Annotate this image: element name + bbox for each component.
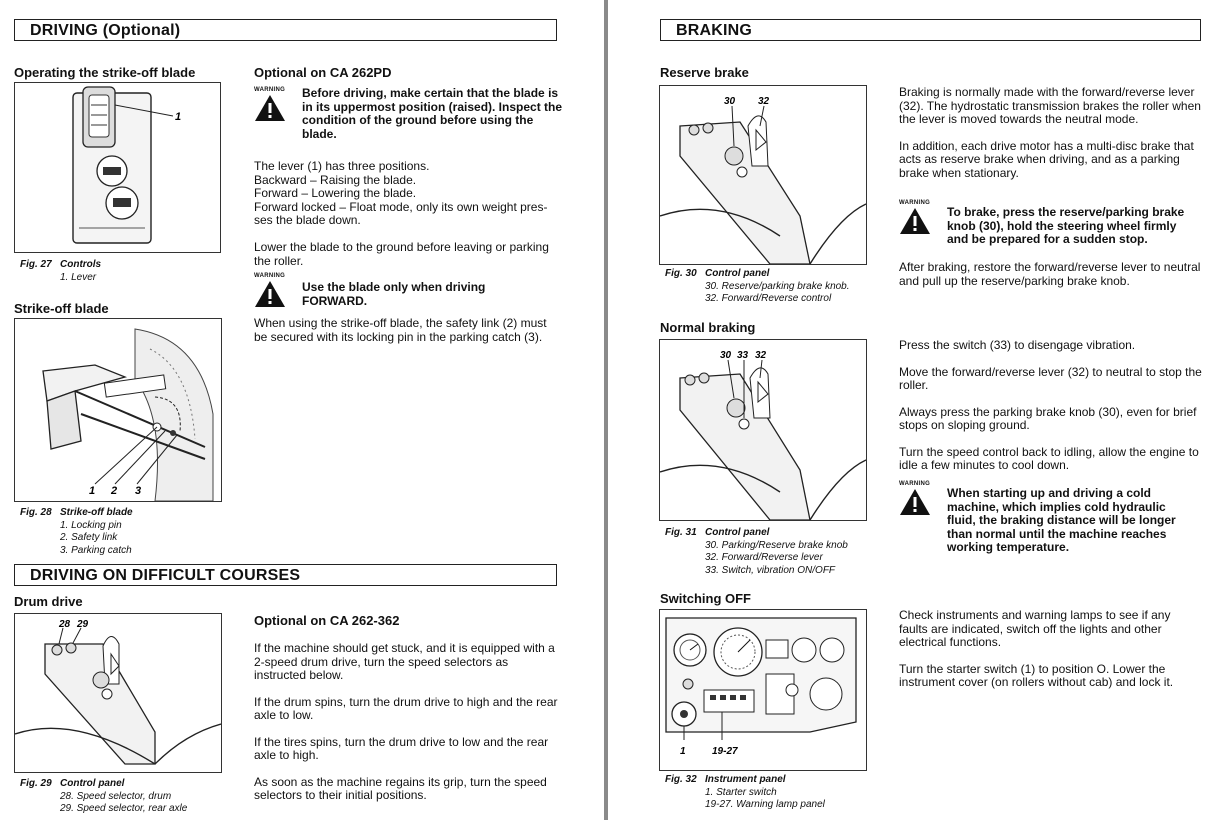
after-braking-text: After braking, restore the forward/reverse lever to neutral and pull up the reserve/parking brake knob. xyxy=(899,260,1201,288)
fig31-item: 33. Switch, vibration ON/OFF xyxy=(705,564,836,576)
warning-icon xyxy=(899,481,939,516)
warning-icon xyxy=(899,200,939,235)
drum-drive-text xyxy=(254,642,559,816)
paragraph: Turn the speed control back to idling, allow the engine to idle a few minutes to cool down. xyxy=(899,444,1199,472)
fig27-number: Fig. 27 xyxy=(20,259,52,270)
fig31-title: Control panel xyxy=(705,527,770,538)
fig29-item: 29. Speed selector, rear axle xyxy=(60,803,188,814)
text-line: The lever (1) has three positions. xyxy=(254,159,430,173)
subheading-drum-drive: Drum drive xyxy=(14,594,83,609)
fig31-callout-32: 32 xyxy=(755,350,767,361)
fig28-callout-3: 3 xyxy=(135,485,142,497)
figure-28-caption xyxy=(20,507,220,557)
section-header-driving: DRIVING (Optional) xyxy=(14,19,557,41)
fig28-item: 3. Parking catch xyxy=(60,544,132,556)
warning-text-1: Before driving, make certain that the blade is in its uppermost position (raised). Inspect the condition of the ground before using the blade. xyxy=(302,86,563,141)
paragraph: Turn the starter switch (1) to position O. Lower the instrument cover (on rollers without cab) and lock it. xyxy=(899,661,1174,689)
section-header-braking: BRAKING xyxy=(660,19,1201,41)
fig32-title: Instrument panel xyxy=(705,774,786,785)
figure-32-caption xyxy=(665,774,870,812)
figure-32-instrument-panel-drawing xyxy=(659,609,867,771)
fig31-item: 30. Parking/Reserve brake knob xyxy=(705,539,848,551)
warning-label: WARNING xyxy=(254,273,286,279)
section-header-difficult-courses: DRIVING ON DIFFICULT COURSES xyxy=(14,564,557,586)
page-divider xyxy=(604,0,608,820)
paragraph: Move the forward/reverse lever (32) to neutral to stop the roller. xyxy=(899,364,1202,392)
figure-30-control-panel-drawing xyxy=(659,85,867,265)
warning-label: WARNING xyxy=(899,200,931,206)
warning-block-2 xyxy=(254,273,564,308)
figure-29-control-panel-drawing xyxy=(14,613,222,773)
text-line: Forward – Lowering the blade. xyxy=(254,186,417,200)
fig27-item: 1. Lever xyxy=(60,271,97,283)
warning-icon xyxy=(254,87,294,122)
paragraph: If the machine should get stuck, and it is equipped with a 2-speed drum drive, turn the speed selectors as instructed below. xyxy=(254,641,555,682)
fig32-item: 1. Starter switch xyxy=(705,786,777,798)
fig29-callout-28: 28 xyxy=(59,619,71,630)
figure-28-strike-off-blade-drawing xyxy=(14,318,222,502)
normal-braking-text xyxy=(899,339,1204,486)
fig30-callout-30: 30 xyxy=(724,96,736,107)
fig31-callout-33: 33 xyxy=(737,350,749,361)
fig28-item: 1. Locking pin xyxy=(60,519,122,531)
figure-27-caption xyxy=(20,259,220,284)
fig31-item: 32. Forward/Reverse lever xyxy=(705,552,823,563)
switching-off-text xyxy=(899,609,1199,703)
fig29-callout-29: 29 xyxy=(77,619,89,630)
figure-31-control-panel-drawing xyxy=(659,339,867,521)
figure-27-controls-drawing xyxy=(14,82,221,253)
fig29-title: Control panel xyxy=(60,778,125,789)
subheading-strike-off-controls: Operating the strike-off blade xyxy=(14,65,196,80)
fig28-number: Fig. 28 xyxy=(20,507,52,518)
subheading-switching-off: Switching OFF xyxy=(660,591,751,606)
lever-positions-text xyxy=(254,160,559,228)
subheading-normal-braking: Normal braking xyxy=(660,320,756,335)
fig28-callout-1: 1 xyxy=(89,485,96,497)
figure-31-caption xyxy=(665,527,870,577)
warning-block-3 xyxy=(899,200,1204,247)
fig28-callout-2: 2 xyxy=(111,485,118,497)
fig30-title: Control panel xyxy=(705,268,770,279)
paragraph: If the tires spins, turn the drum drive to low and the rear axle to high. xyxy=(254,734,549,762)
paragraph: If the drum spins, turn the drum drive to high and the rear axle to low. xyxy=(254,694,558,722)
fig30-item: 30. Reserve/parking brake knob. xyxy=(705,280,850,292)
warning-label: WARNING xyxy=(899,481,931,487)
warning-text-4: When starting up and driving a cold machine, which implies cold hydraulic fluid, the braking distance will be longer than normal until the machine reaches working temperature. xyxy=(947,486,1176,554)
fig32-callout-19-27: 19-27 xyxy=(712,746,738,757)
subheading-optional-262-362: Optional on CA 262-362 xyxy=(254,613,400,628)
subheading-reserve-brake: Reserve brake xyxy=(660,65,749,80)
fig32-callout-1: 1 xyxy=(680,746,686,757)
subheading-strike-off-blade: Strike-off blade xyxy=(14,301,109,316)
fig28-title: Strike-off blade xyxy=(60,507,133,518)
fig29-item: 28. Speed selector, drum xyxy=(60,790,172,802)
warning-icon xyxy=(254,273,294,308)
paragraph: Press the switch (33) to disengage vibration. xyxy=(899,338,1136,352)
fig30-item: 32. Forward/Reverse control xyxy=(705,293,832,304)
text-line: Backward – Raising the blade. xyxy=(254,172,417,187)
warning-label: WARNING xyxy=(254,87,286,93)
fig27-callout-1: 1 xyxy=(175,111,182,123)
warning-text-2: Use the blade only when driving FORWARD. xyxy=(302,280,486,308)
fig30-callout-32: 32 xyxy=(758,96,770,107)
fig28-item: 2. Safety link xyxy=(60,532,118,543)
fig31-number: Fig. 31 xyxy=(665,527,697,538)
lower-blade-text: Lower the blade to the ground before leaving or parking the roller. xyxy=(254,240,549,268)
paragraph: In addition, each drive motor has a multi-disc brake that acts as reserve brake when driving, and as a parking brake when stationary. xyxy=(899,138,1194,180)
warning-block-4 xyxy=(899,481,1204,555)
reserve-brake-text xyxy=(899,86,1204,193)
fig32-number: Fig. 32 xyxy=(665,774,697,785)
fig31-callout-30: 30 xyxy=(720,350,732,361)
fig27-title: Controls xyxy=(60,259,102,270)
fig32-item: 19-27. Warning lamp panel xyxy=(705,799,825,810)
paragraph: Check instruments and warning lamps to see if any faults are indicated, switch off the lights and other electrical functions. xyxy=(899,608,1171,649)
subheading-optional-262pd: Optional on CA 262PD xyxy=(254,65,392,80)
fig30-number: Fig. 30 xyxy=(665,268,697,279)
warning-block-1 xyxy=(254,87,564,141)
text-line: Forward locked – Float mode, only its own weight pres-ses the blade down. xyxy=(254,199,548,227)
fig29-number: Fig. 29 xyxy=(20,778,52,789)
paragraph: Always press the parking brake knob (30), even for brief stops on sloping ground. xyxy=(899,404,1197,432)
paragraph: As soon as the machine regains its grip, turn the speed selectors to their initial positions. xyxy=(254,774,547,802)
warning-text-3: To brake, press the reserve/parking brake knob (30), hold the steering wheel firmly and be prepared for a sudden stop. xyxy=(947,205,1185,246)
paragraph: Braking is normally made with the forward/reverse lever (32). The hydrostatic transmission brakes the roller when the lever is moved towards the neutral mode. xyxy=(899,85,1201,126)
figure-29-caption xyxy=(20,778,220,816)
figure-30-caption xyxy=(665,268,870,306)
safety-link-text: When using the strike-off blade, the safety link (2) must be secured with its locking pin in the parking catch (3). xyxy=(254,316,547,344)
